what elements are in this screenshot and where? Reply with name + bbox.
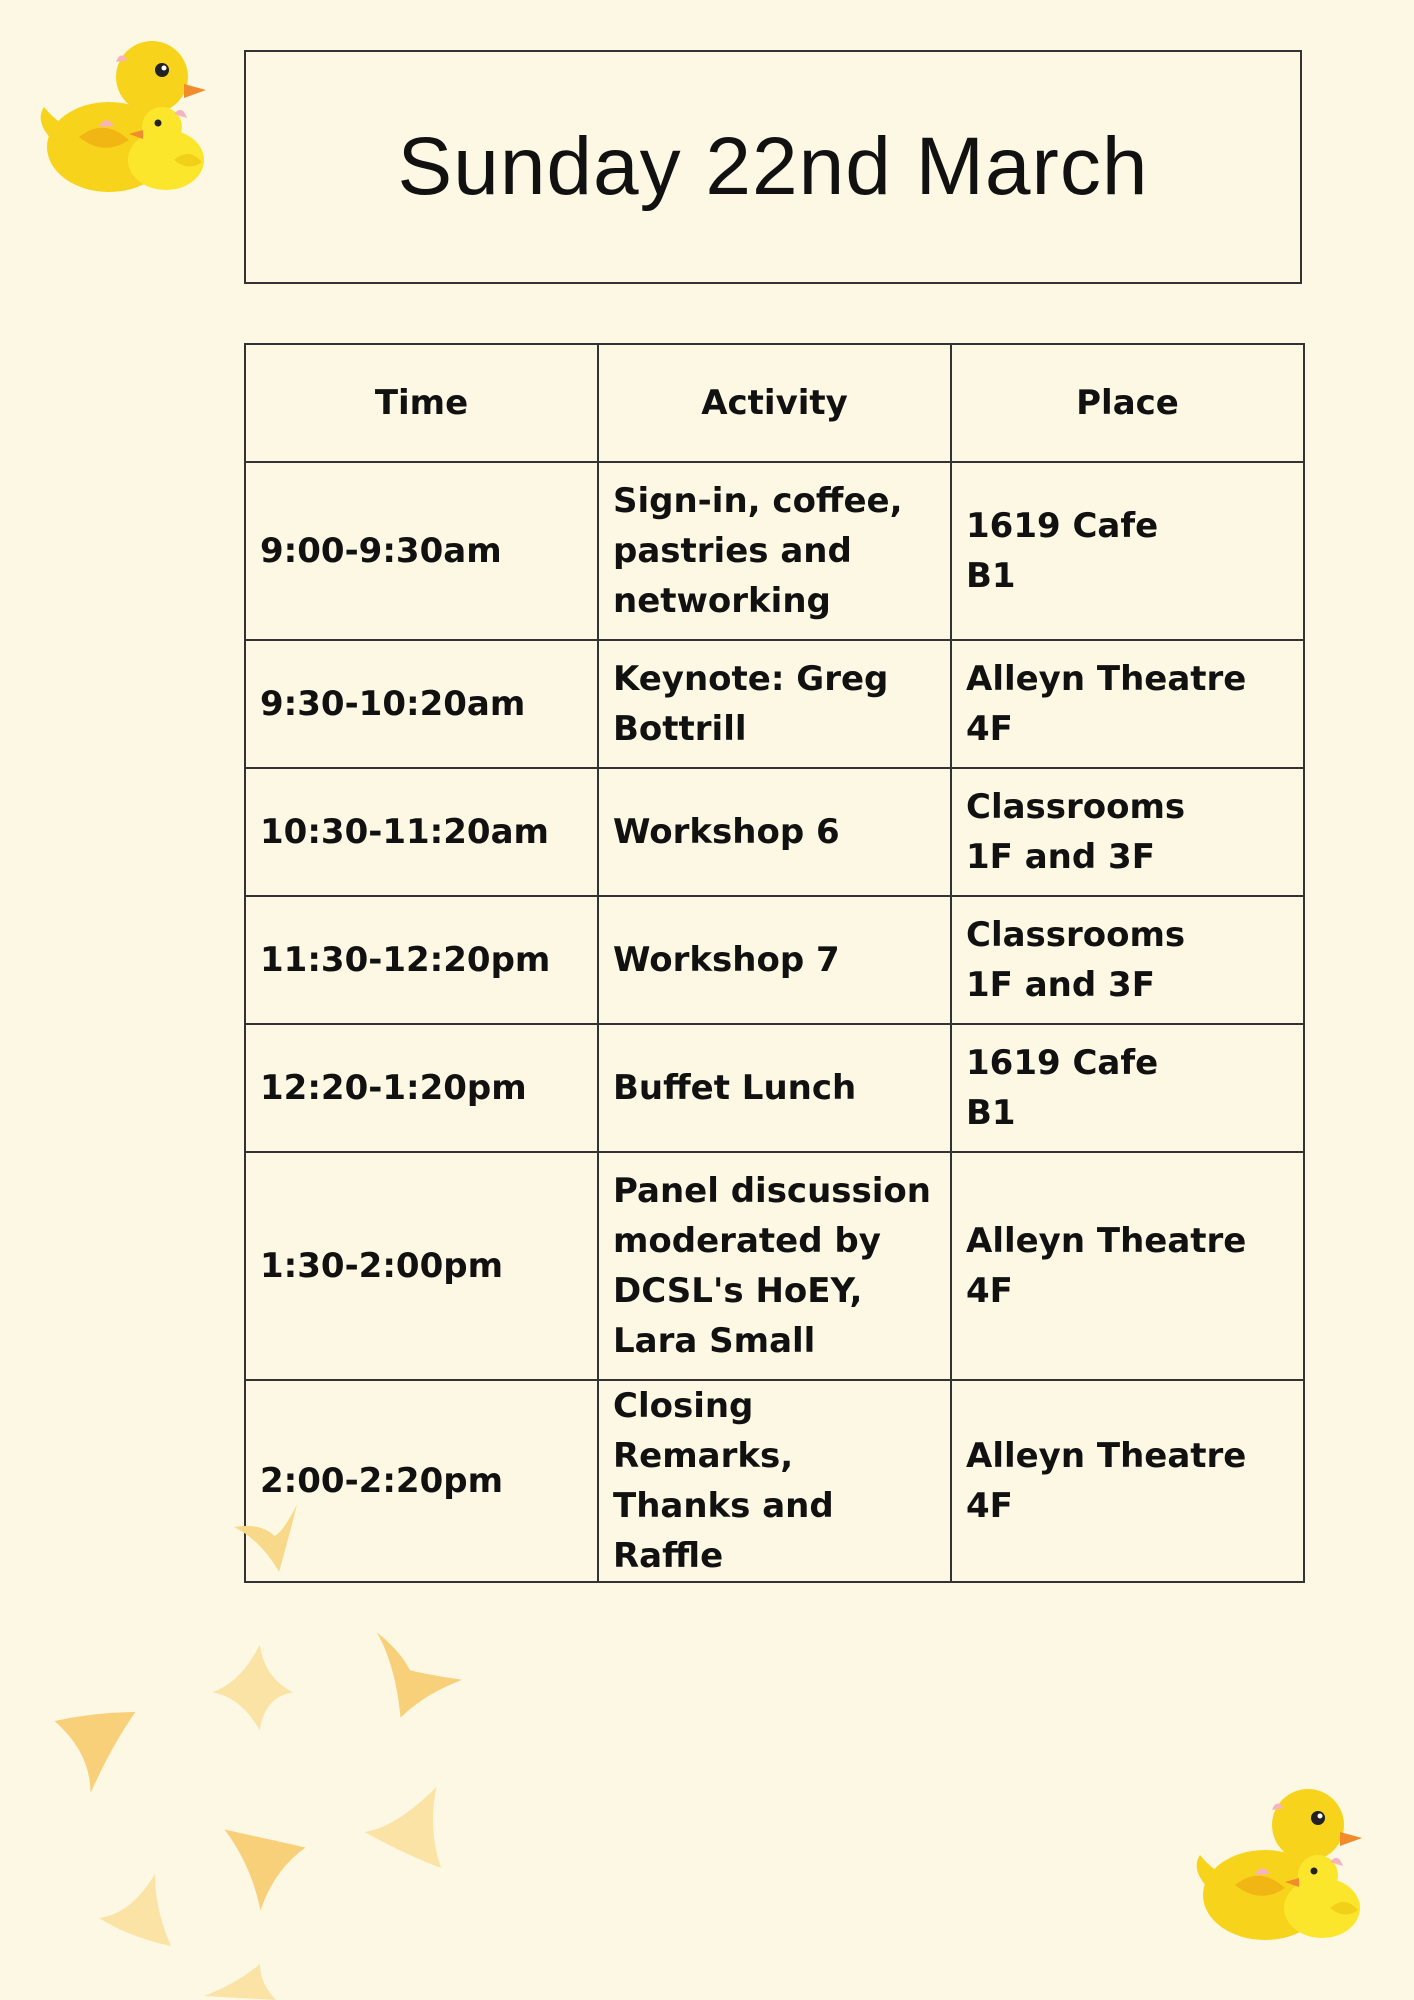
time-cell: 1:30-2:00pm: [245, 1152, 598, 1380]
activity-cell: Workshop 7: [598, 896, 951, 1024]
place-cell: [951, 1024, 1304, 1152]
activity-cell: Buffet Lunch: [598, 1024, 951, 1152]
duck-family-icon-top-left: [24, 22, 214, 202]
place-floor: 1F and 3F: [966, 837, 1155, 877]
time-cell: 11:30-12:20pm: [245, 896, 598, 1024]
activity-cell: Workshop 6: [598, 768, 951, 896]
activity-cell: Sign-in, coffee, pastries and networking: [598, 462, 951, 640]
table-row: [245, 462, 1304, 640]
table-row: [245, 896, 1304, 1024]
duck-footprint-icon: [220, 1500, 320, 1590]
time-cell: 10:30-11:20am: [245, 768, 598, 896]
place-cell: [951, 462, 1304, 640]
place-cell: [951, 1380, 1304, 1582]
place-cell: [951, 1152, 1304, 1380]
table-row: [245, 1024, 1304, 1152]
place-name: 1619 Cafe: [966, 1043, 1159, 1083]
time-cell: 2:00-2:20pm: [245, 1380, 598, 1582]
table-row: [245, 768, 1304, 896]
place-name: Alleyn Theatre: [966, 1221, 1247, 1261]
table-row: [245, 1380, 1304, 1582]
place-cell: [951, 768, 1304, 896]
duck-family-icon-bottom-right: [1180, 1770, 1370, 1950]
place-cell: [951, 640, 1304, 768]
place-floor: 1F and 3F: [966, 965, 1155, 1005]
title-box: [244, 50, 1302, 284]
column-header-time: Time: [245, 344, 598, 462]
time-cell: 12:20-1:20pm: [245, 1024, 598, 1152]
page-title: Sunday 22nd March: [397, 121, 1149, 212]
duck-footprint-icon: [360, 1780, 450, 1875]
place-name: Classrooms: [966, 787, 1186, 827]
duck-footprint-icon: [50, 1705, 140, 1800]
place-name: 1619 Cafe: [966, 506, 1159, 546]
place-name: Alleyn Theatre: [966, 659, 1247, 699]
time-cell: 9:30-10:20am: [245, 640, 598, 768]
duck-footprint-icon: [205, 1640, 305, 1735]
place-floor: B1: [966, 556, 1016, 596]
duck-footprint-icon: [372, 1625, 467, 1725]
duck-footprint-icon: [95, 1865, 175, 1955]
activity-cell: Closing Remarks, Thanks and Raffle: [598, 1380, 951, 1582]
place-name: Classrooms: [966, 915, 1186, 955]
table-row: [245, 1152, 1304, 1380]
time-cell: 9:00-9:30am: [245, 462, 598, 640]
column-header-place: Place: [951, 344, 1304, 462]
place-floor: 4F: [966, 1486, 1013, 1526]
place-floor: B1: [966, 1093, 1016, 1133]
table-header-row: [245, 344, 1304, 462]
schedule-table: [244, 343, 1305, 1583]
activity-cell: Panel discussion moderated by DCSL's HoEY, Lara Small: [598, 1152, 951, 1380]
place-cell: [951, 896, 1304, 1024]
activity-cell: Keynote: Greg Bottrill: [598, 640, 951, 768]
table-row: [245, 640, 1304, 768]
place-name: Alleyn Theatre: [966, 1436, 1247, 1476]
place-floor: 4F: [966, 709, 1013, 749]
duck-footprint-icon: [220, 1825, 310, 1915]
duck-footprint-icon: [200, 1960, 280, 2000]
column-header-activity: Activity: [598, 344, 951, 462]
place-floor: 4F: [966, 1271, 1013, 1311]
